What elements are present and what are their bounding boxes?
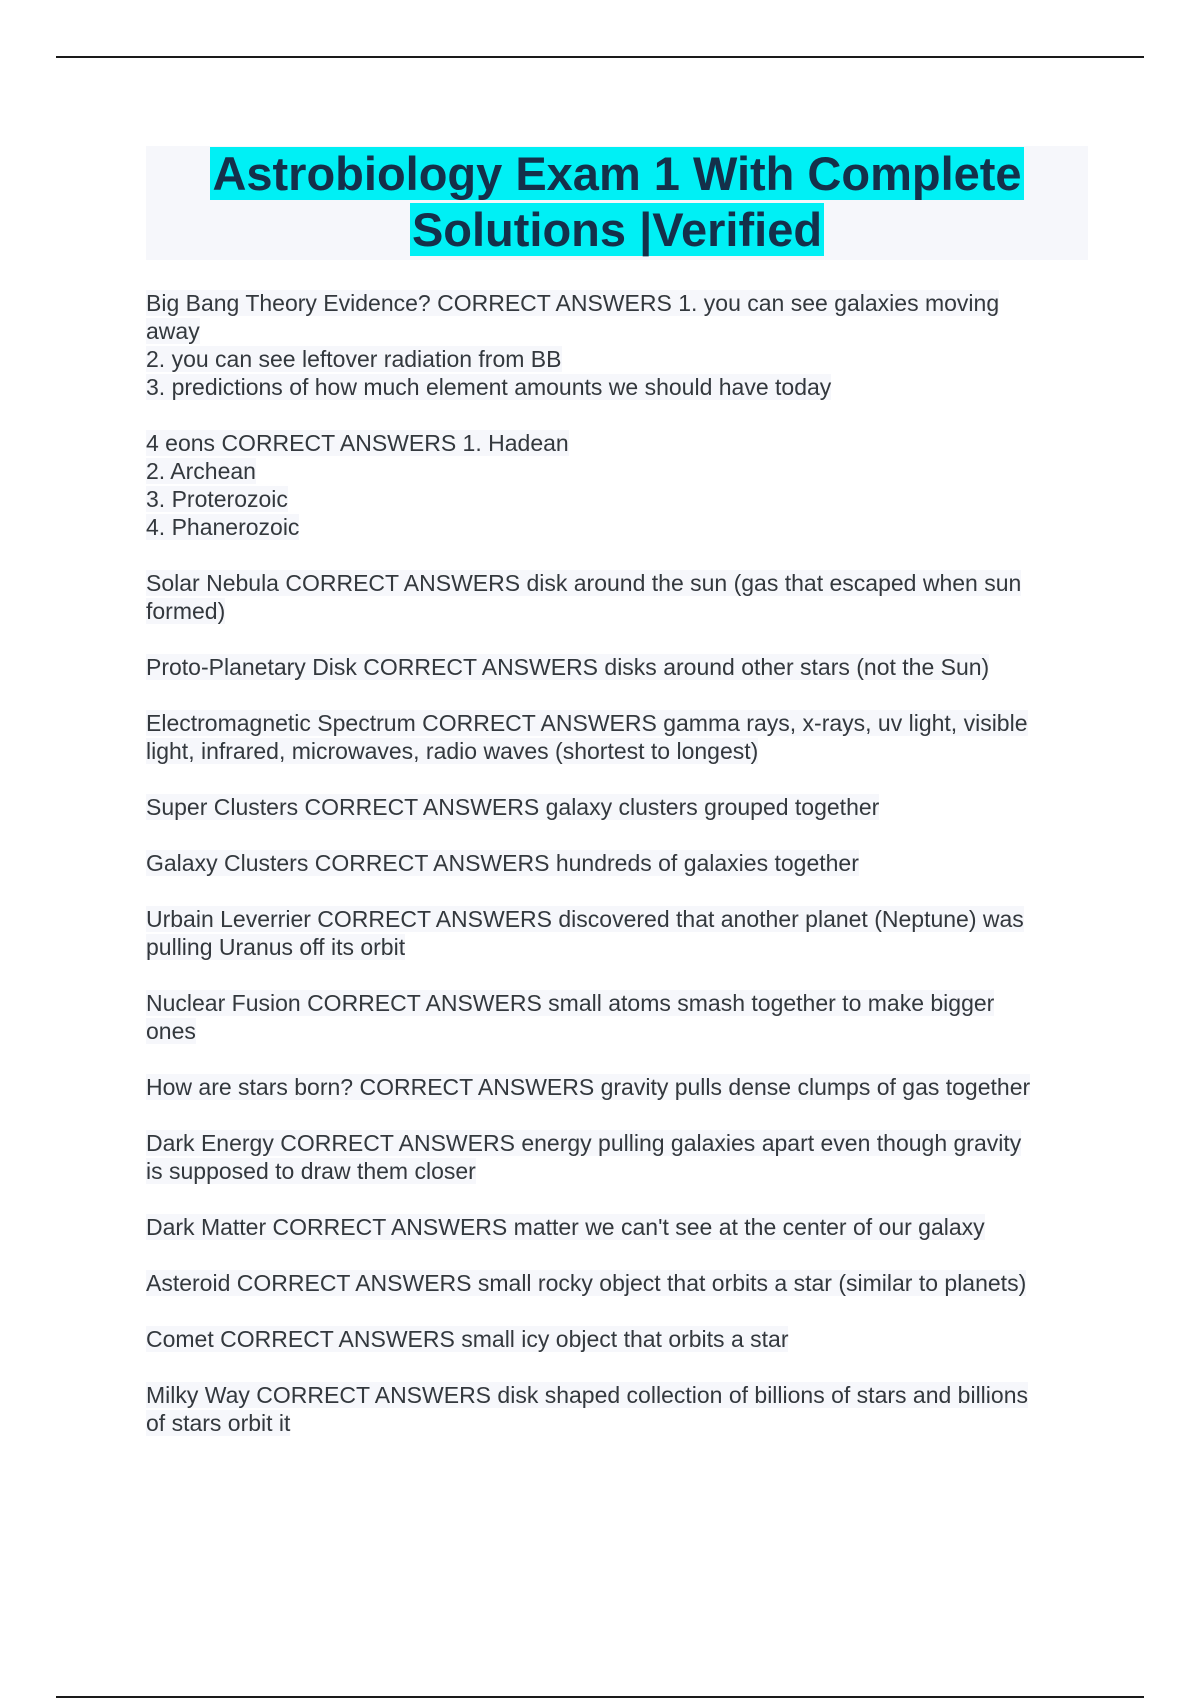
qa-item <box>146 1213 1088 1241</box>
qa-item <box>146 989 1088 1045</box>
qa-item-line <box>146 849 1088 877</box>
qa-item <box>146 793 1088 821</box>
title-block <box>146 146 1088 260</box>
qa-item <box>146 1129 1088 1185</box>
qa-item <box>146 905 1088 961</box>
qa-item-text: 3. predictions of how much element amounts we should have today <box>146 374 832 400</box>
qa-item-line <box>146 1157 1088 1185</box>
qa-item-text: 4. Phanerozoic <box>146 514 300 540</box>
qa-item-text: light, infrared, microwaves, radio waves (shortest to longest) <box>146 738 759 764</box>
qa-item-line <box>146 317 1088 345</box>
qa-item-line <box>146 457 1088 485</box>
qa-item-text: of stars orbit it <box>146 1410 291 1436</box>
qa-item <box>146 1073 1088 1101</box>
qa-item-line <box>146 1409 1088 1437</box>
qa-list <box>146 289 1088 1437</box>
qa-item-line <box>146 737 1088 765</box>
document-content <box>146 146 1088 1465</box>
qa-item-text: Electromagnetic Spectrum CORRECT ANSWERS gamma rays, x-rays, uv light, visible <box>146 710 1028 736</box>
qa-item-line <box>146 373 1088 401</box>
top-rule <box>56 56 1144 58</box>
qa-item-text: Proto-Planetary Disk CORRECT ANSWERS disks around other stars (not the Sun) <box>146 654 990 680</box>
qa-item-text: 2. Archean <box>146 458 256 484</box>
qa-item-text: Big Bang Theory Evidence? CORRECT ANSWERS 1. you can see galaxies moving <box>146 290 1000 316</box>
qa-item-line <box>146 597 1088 625</box>
qa-item-text: Galaxy Clusters CORRECT ANSWERS hundreds of galaxies together <box>146 850 859 876</box>
qa-item-line <box>146 429 1088 457</box>
qa-item-line <box>146 1213 1088 1241</box>
qa-item-text: pulling Uranus off its orbit <box>146 934 406 960</box>
qa-item-line <box>146 345 1088 373</box>
qa-item-text: Comet CORRECT ANSWERS small icy object that orbits a star <box>146 1326 789 1352</box>
qa-item-text: Milky Way CORRECT ANSWERS disk shaped collection of billions of stars and billions <box>146 1382 1028 1408</box>
qa-item-text: How are stars born? CORRECT ANSWERS gravity pulls dense clumps of gas together <box>146 1074 1031 1100</box>
qa-item-line <box>146 1325 1088 1353</box>
qa-item-text: Dark Energy CORRECT ANSWERS energy pulling galaxies apart even though gravity <box>146 1130 1022 1156</box>
qa-item-text: Asteroid CORRECT ANSWERS small rocky object that orbits a star (similar to planets) <box>146 1270 1027 1296</box>
qa-item-text: is supposed to draw them closer <box>146 1158 476 1184</box>
qa-item-text: formed) <box>146 598 226 624</box>
qa-item <box>146 289 1088 401</box>
qa-item-line <box>146 1017 1088 1045</box>
qa-item-text: 3. Proterozoic <box>146 486 288 512</box>
qa-item-line <box>146 485 1088 513</box>
qa-item-line <box>146 1269 1088 1297</box>
document-title-line-2: Solutions |Verified <box>411 203 823 256</box>
qa-item <box>146 849 1088 877</box>
qa-item-line <box>146 905 1088 933</box>
qa-item-line <box>146 793 1088 821</box>
qa-item-text: away <box>146 318 200 344</box>
qa-item <box>146 709 1088 765</box>
qa-item-text: ones <box>146 1018 196 1044</box>
qa-item-line <box>146 653 1088 681</box>
qa-item-text: 4 eons CORRECT ANSWERS 1. Hadean <box>146 430 569 456</box>
qa-item-line <box>146 989 1088 1017</box>
qa-item-line <box>146 1381 1088 1409</box>
qa-item-text: Solar Nebula CORRECT ANSWERS disk around the sun (gas that escaped when sun <box>146 570 1022 596</box>
qa-item-line <box>146 933 1088 961</box>
qa-item <box>146 429 1088 541</box>
qa-item <box>146 1325 1088 1353</box>
qa-item-text: 2. you can see leftover radiation from BB <box>146 346 562 372</box>
bottom-rule <box>56 1696 1144 1698</box>
qa-item <box>146 1269 1088 1297</box>
qa-item-text: Nuclear Fusion CORRECT ANSWERS small atoms smash together to make bigger <box>146 990 995 1016</box>
document-title-line-1: Astrobiology Exam 1 With Complete <box>212 147 1022 200</box>
qa-item-text: Urbain Leverrier CORRECT ANSWERS discovered that another planet (Neptune) was <box>146 906 1024 932</box>
qa-item-line <box>146 1129 1088 1157</box>
qa-item <box>146 1381 1088 1437</box>
qa-item-line <box>146 1073 1088 1101</box>
qa-item-text: Super Clusters CORRECT ANSWERS galaxy clusters grouped together <box>146 794 880 820</box>
qa-item-line <box>146 513 1088 541</box>
qa-item-text: Dark Matter CORRECT ANSWERS matter we can't see at the center of our galaxy <box>146 1214 985 1240</box>
qa-item-line <box>146 569 1088 597</box>
qa-item <box>146 653 1088 681</box>
qa-item-line <box>146 289 1088 317</box>
qa-item-line <box>146 709 1088 737</box>
qa-item <box>146 569 1088 625</box>
